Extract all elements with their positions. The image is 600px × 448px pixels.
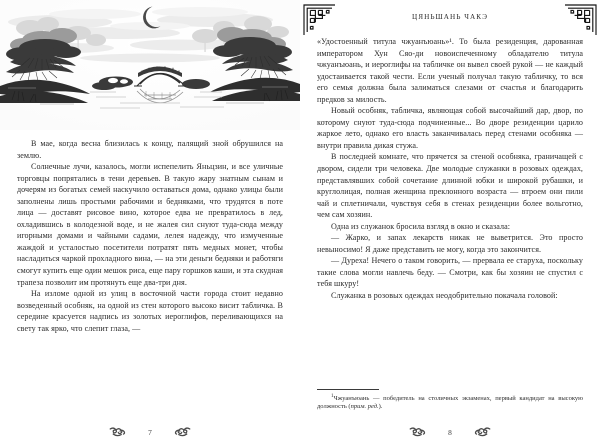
footnote	[317, 389, 583, 412]
right-page-text-column	[317, 36, 583, 302]
paragraph: Одна из служанок бросила взгляд в окно и сказала:	[331, 221, 511, 231]
right-page-folio	[300, 426, 600, 439]
footnote-rule	[317, 389, 379, 390]
footnote-text-after: ).	[378, 403, 383, 411]
paragraph: Новый особняк, табличка, являющая собой высочайший дар, двор, по которому снуют туда-сюда подчиненные... Во дворе резиденции царило жаркое лето, однако его власть заканчивалась перед стенами особняка — внутри правила дикая стужа.	[317, 106, 583, 150]
cloud-swirl-ornament-right	[174, 426, 191, 439]
footnote-marker: 1	[331, 393, 334, 399]
paragraph: В последней комнате, что прячется за стеной особняка, граничащей с двором, сидели три человека. Две молодые служанки в розовых одеждах, представлявших собой сочетание длинной юбки и широкой рубашки, и круглолицая, полная женщина преклонного возраста — втроем они пили чай и сплетничали, чувствуя себя в стенах резиденции более вольготно, чем сам хозяин.	[317, 152, 583, 220]
paragraph: Солнечные лучи, казалось, могли испепелить Яньцзин, и все уличные торговцы попрятались в тени деревьев. В такую жару знатным сынам и дочерям из богатых семей наскучило оставаться дома, однако улицы были заполнены лишь простыми рабочими и бедняками, что трудятся в поте лица — доставят рисовое вино, которое едва не превратилось в лед, охладившись в колодезной воде, и не жалея сил снуют туда-сюда между игорными домами и чайными садами, лелея надежду, что измученные жаждой и усталостью посетители потратят пять медных монет, чтобы насладиться чаркой прохладного вина, — на эти деньги бедняки и работяги смогут купить еще один мешок риса, еще пару горшков каши, и эта скудная трапеза позволит им протянуть еще два-три дня.	[17, 162, 283, 287]
chapter-illustration	[0, 0, 300, 130]
left-page-folio	[0, 426, 300, 439]
cloud-swirl-ornament-left	[109, 426, 126, 439]
paragraph: Служанка в розовых одеждах неодобрительно покачала головой:	[331, 291, 558, 301]
paragraph: — Жарко, и запах лекарств никак не выветрится. Это просто невыносимо! Я даже представить не могу, когда это закончится.	[317, 233, 583, 254]
page-number: 8	[448, 428, 452, 437]
paragraph: — Дуреха! Нечего о таком говорить, — прервала ее старуха, поскольку такие слова могли навлечь беду. — Смотри, как бы хозяин не спустил с тебя шкуру!	[317, 256, 583, 289]
paragraph: В мае, когда весна близилась к концу, палящий зной обрушился на землю.	[17, 139, 283, 160]
page-number: 7	[148, 428, 152, 437]
paragraph: На изломе одной из улиц в восточной части города стоит недавно возведенный особняк, на одной из стен которого высоко висит табличка. В середине красуется надпись из золотых иероглифов, переливающихся на свету так ярко, что слепит глаза, —	[17, 289, 283, 333]
cloud-swirl-ornament-right	[474, 426, 491, 439]
footnote-body	[317, 393, 583, 412]
paragraph: «Удостоенный титула чжуанъюань»¹. То была резиденция, дарованная императором Хун Сяо-ди новоиспеченному обладателю титула чжуанъюань, и иероглифы на табличке он вывел своей рукой — не каждый удостаивается такой чести. Если ученый получал такую табличку, то вся его семья должна была залиматься слезами от счастья и благодарить предков за милость.	[317, 37, 583, 104]
left-page-text-column	[17, 138, 283, 334]
footnote-text-before: Чжуанъюань — победитель на столичных экзаменах, первый кандидат на высокую должность (	[317, 394, 583, 411]
footnote-editor-note: прим. ред.	[350, 403, 379, 411]
running-head: ЦЯНЬШАНЬ ЧАКЭ	[412, 13, 488, 21]
right-page	[300, 0, 600, 448]
cloud-swirl-ornament-left	[409, 426, 426, 439]
